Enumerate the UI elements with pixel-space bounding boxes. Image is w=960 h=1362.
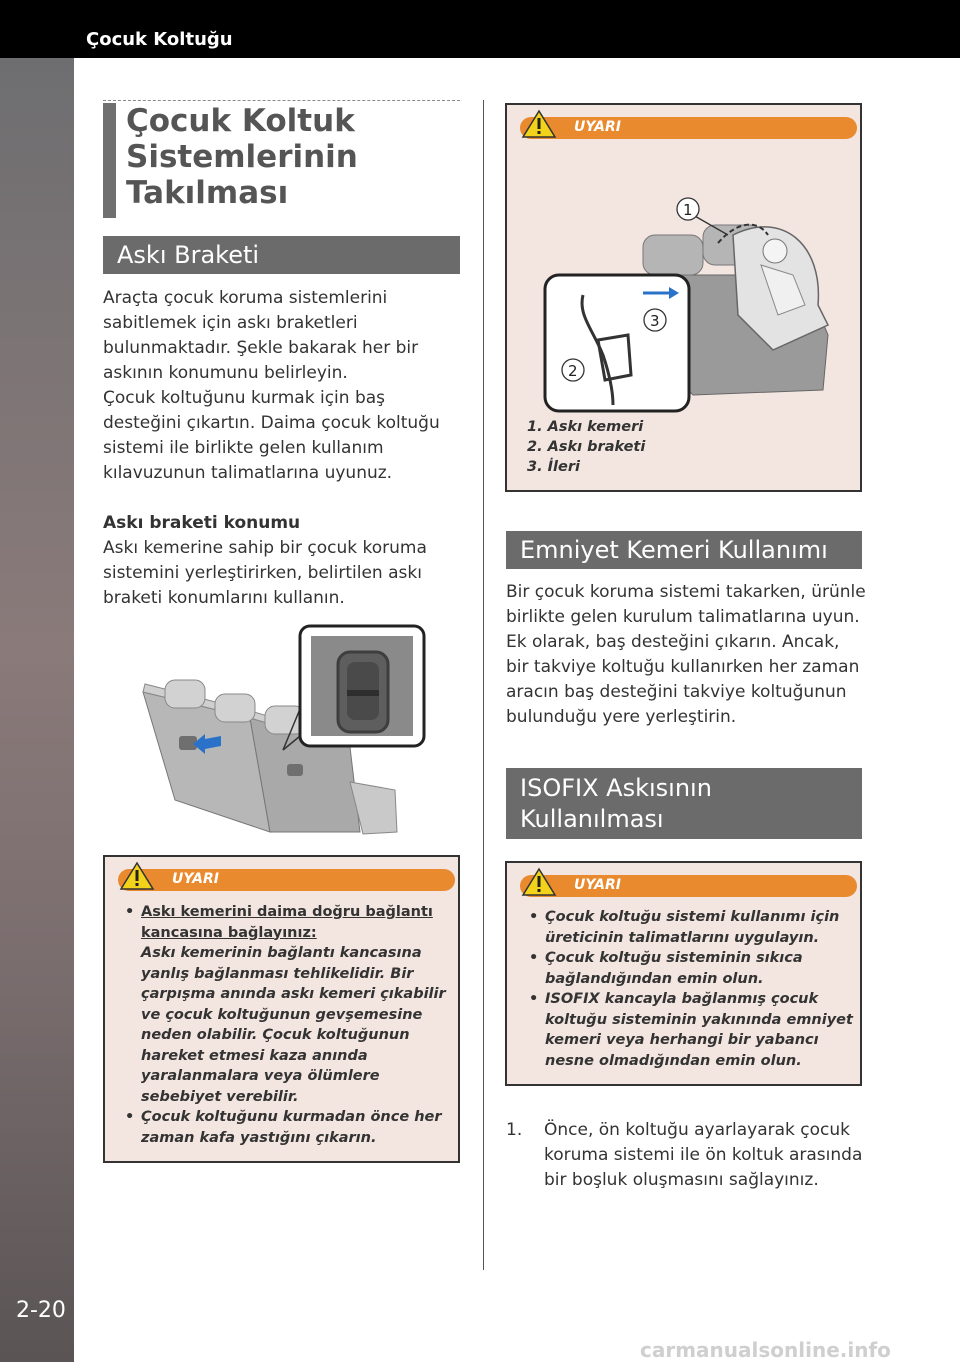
paragraph: Bir çocuk koruma sistemi takarken, ürünle birlikte gelen kurulum talimatlarına uyun. bbox=[506, 582, 866, 627]
section-title-line: ISOFIX Askısının bbox=[520, 774, 712, 802]
caption: 2. Askı braketi bbox=[527, 439, 646, 455]
header-title: Çocuk Koltuğu bbox=[86, 29, 233, 50]
warning-item-head: Askı kemerini daima doğru bağlantı kancasına bağlayınız: bbox=[141, 904, 433, 941]
left-body bbox=[103, 286, 465, 611]
warning-triangle-icon bbox=[521, 867, 557, 897]
warning-item bbox=[123, 902, 453, 1107]
warning-label: UYARI bbox=[574, 119, 621, 135]
page-number: 2-20 bbox=[16, 1298, 66, 1323]
section-title-line: Kullanılması bbox=[520, 805, 664, 833]
paragraph: Araçta çocuk koruma sistemlerini sabitlemek için askı braketleri bulunmaktadır. Şekle bakarak her bir askının konumunu belirleyin. bbox=[103, 288, 419, 383]
figure-captions bbox=[527, 417, 645, 477]
title-dashed-rule bbox=[103, 100, 460, 101]
callout-number: 3 bbox=[650, 312, 660, 330]
paragraph: Ek olarak, baş desteğini çıkarın. Ancak, bir takviye koltuğu kullanırken her zaman aracın baş desteğini takviye koltuğunun bulunduğu yere yerleştirin. bbox=[506, 632, 860, 727]
main-title-line: Takılması bbox=[126, 175, 289, 211]
warning-box-right-bottom bbox=[505, 861, 862, 1086]
warning-triangle-icon bbox=[119, 861, 155, 891]
warning-header bbox=[118, 869, 455, 891]
step-number: 1. bbox=[506, 1120, 523, 1140]
warning-box-right-top bbox=[505, 103, 862, 492]
warning-box-left bbox=[103, 855, 460, 1163]
warning-item: • ISOFIX kancayla bağlanmış çocuk koltuğu sisteminin yakınında emniyet kemeri veya herhangi bir yabancı nesne olmadığından emin olun. bbox=[527, 989, 853, 1071]
warning-item: • Çocuk koltuğu sisteminin sıkıca bağlandığından emin olun. bbox=[527, 948, 853, 989]
main-title-line: Çocuk Koltuk bbox=[126, 103, 355, 139]
warning-label: UYARI bbox=[574, 877, 621, 893]
warning-item: • Çocuk koltuğunu kurmadan önce her zaman kafa yastığını çıkarın. bbox=[123, 1107, 453, 1148]
warning-label: UYARI bbox=[172, 871, 219, 887]
steps-list bbox=[506, 1118, 866, 1193]
callout-number: 1 bbox=[683, 201, 693, 219]
section-title-emniyet-kemeri: Emniyet Kemeri Kullanımı bbox=[506, 531, 862, 569]
column-divider bbox=[483, 100, 484, 1270]
paragraph: Çocuk koltuğunu kurmak için baş desteğini çıkartın. Daima çocuk koltuğu sistemi ile birlikte gelen kullanım kılavuzunun talimatlarına uyunuz. bbox=[103, 388, 440, 483]
warning-item-body: Askı kemerinin bağlantı kancasına yanlış bağlanması tehlikelidir. Bir çarpışma anında askı kemeri çıkabilir ve çocuk koltuğunun gevşemesine neden olabilir. Çocuk koltuğunun hareket etmesi kaza anında yaralanmalara veya ölümlere sebebiyet verebilir. bbox=[141, 945, 446, 1105]
section-title-isofix bbox=[506, 768, 862, 839]
tether-illustration bbox=[543, 165, 843, 415]
step-text: Önce, ön koltuğu ayarlayarak çocuk koruma sistemi ile ön koltuk arasında bir boşluk oluşmasını sağlayınız. bbox=[544, 1120, 863, 1190]
caption: 1. Askı kemeri bbox=[527, 419, 644, 435]
warning-header bbox=[520, 117, 857, 139]
warning-list bbox=[527, 907, 853, 1071]
rear-seat-illustration bbox=[135, 622, 430, 842]
subheading: Askı braketi konumu bbox=[103, 513, 301, 533]
warning-list bbox=[123, 902, 453, 1148]
step-item bbox=[506, 1118, 866, 1193]
warning-header bbox=[520, 875, 857, 897]
header-bar bbox=[0, 0, 960, 58]
warning-item: • Çocuk koltuğu sistemi kullanımı için üreticinin talimatlarını uygulayın. bbox=[527, 907, 853, 948]
main-title-line: Sistemlerinin bbox=[126, 139, 358, 175]
section2-body bbox=[506, 580, 866, 730]
side-strip bbox=[0, 58, 74, 1362]
main-title bbox=[103, 103, 460, 218]
paragraph: Askı kemerine sahip bir çocuk koruma sistemini yerleştirirken, belirtilen askı braketi konumlarını kullanın. bbox=[103, 538, 427, 608]
watermark: carmanualsonline.info bbox=[640, 1338, 891, 1362]
warning-triangle-icon bbox=[521, 109, 557, 139]
caption: 3. İleri bbox=[527, 459, 580, 475]
callout-number: 2 bbox=[568, 362, 578, 380]
section-title-aski-braketi: Askı Braketi bbox=[103, 236, 460, 274]
